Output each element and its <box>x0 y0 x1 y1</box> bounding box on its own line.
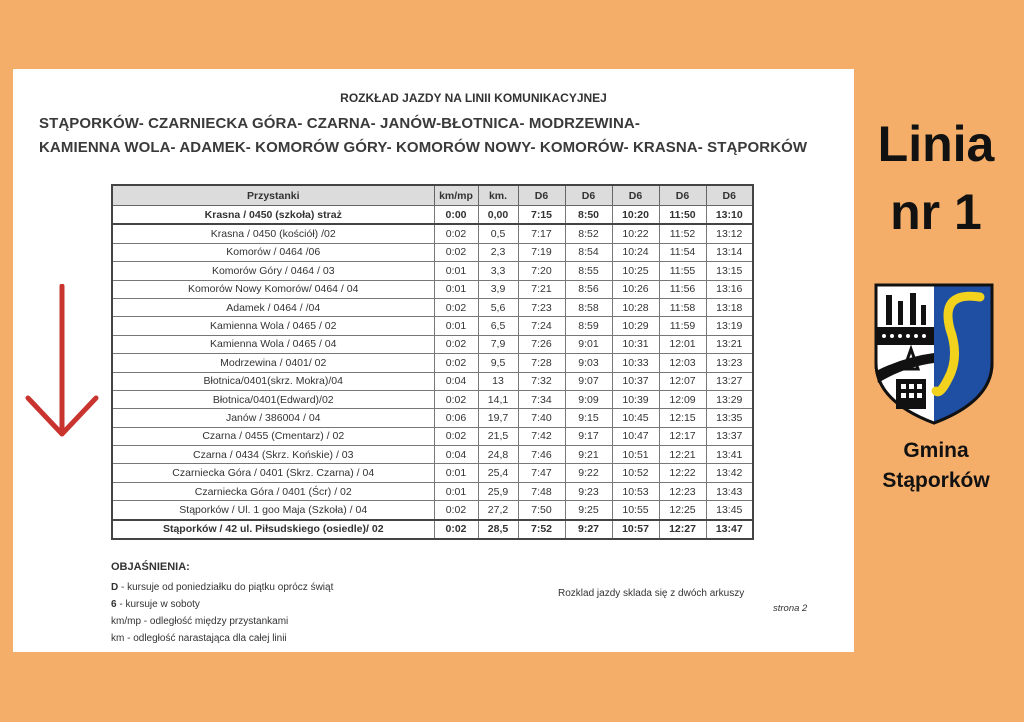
municipality-word: Gmina <box>903 439 969 462</box>
departure-time: 10:37 <box>612 372 659 390</box>
km-total: 5,6 <box>478 298 518 316</box>
departure-time: 7:42 <box>518 427 565 445</box>
table-row <box>112 243 753 261</box>
departure-time: 13:45 <box>706 501 753 520</box>
municipality-label <box>858 436 1014 496</box>
table-row <box>112 317 753 335</box>
departure-time: 12:07 <box>659 372 706 390</box>
departure-time: 8:54 <box>565 243 612 261</box>
stop-name: Janów / 386004 / 04 <box>112 409 434 427</box>
departure-time: 10:24 <box>612 243 659 261</box>
municipality-name: Stąporków <box>882 469 990 492</box>
table-row <box>112 427 753 445</box>
stop-name: Czarniecka Góra / 0401 (Skrz. Czarna) / 04 <box>112 464 434 482</box>
departure-time: 9:23 <box>565 482 612 500</box>
departure-time: 8:52 <box>565 224 612 243</box>
stop-name: Adamek / 0464 / /04 <box>112 298 434 316</box>
table-row <box>112 446 753 464</box>
stop-name: Krasna / 0450 (kościół) /02 <box>112 224 434 243</box>
departure-time: 10:26 <box>612 280 659 298</box>
departure-time: 11:58 <box>659 298 706 316</box>
table-row <box>112 390 753 408</box>
departure-time: 10:57 <box>612 520 659 539</box>
departure-time: 7:52 <box>518 520 565 539</box>
departure-time: 9:15 <box>565 409 612 427</box>
km-mp: 0:01 <box>434 280 478 298</box>
departure-time: 11:55 <box>659 262 706 280</box>
departure-time: 7:20 <box>518 262 565 280</box>
line-word: Linia <box>877 116 995 172</box>
departure-time: 10:51 <box>612 446 659 464</box>
departure-time: 9:25 <box>565 501 612 520</box>
departure-time: 7:34 <box>518 390 565 408</box>
departure-time: 12:17 <box>659 427 706 445</box>
page-number: strona 2 <box>773 603 808 614</box>
km-mp: 0:02 <box>434 298 478 316</box>
km-mp: 0:02 <box>434 427 478 445</box>
legend-item-kmmp: km/mp - odległość między przystankami <box>111 616 289 627</box>
departure-time: 10:52 <box>612 464 659 482</box>
departure-time: 12:21 <box>659 446 706 464</box>
stop-name: Komorów Nowy Komorów/ 0464 / 04 <box>112 280 434 298</box>
departure-time: 10:39 <box>612 390 659 408</box>
km-total: 9,5 <box>478 354 518 372</box>
departure-time: 11:59 <box>659 317 706 335</box>
stop-name: Kamienna Wola / 0465 / 02 <box>112 317 434 335</box>
header-course: D6 <box>659 185 706 206</box>
departure-time: 11:54 <box>659 243 706 261</box>
header-course: D6 <box>612 185 659 206</box>
stop-name: Kamienna Wola / 0465 / 04 <box>112 335 434 353</box>
departure-time: 12:15 <box>659 409 706 427</box>
departure-time: 13:42 <box>706 464 753 482</box>
departure-time: 10:45 <box>612 409 659 427</box>
departure-time: 11:56 <box>659 280 706 298</box>
km-mp: 0:04 <box>434 446 478 464</box>
departure-time: 13:16 <box>706 280 753 298</box>
departure-time: 7:40 <box>518 409 565 427</box>
departure-time: 7:15 <box>518 206 565 225</box>
legend-heading: OBJAŚNIENIA: <box>111 561 190 573</box>
km-total: 14,1 <box>478 390 518 408</box>
departure-time: 12:09 <box>659 390 706 408</box>
departure-time: 7:48 <box>518 482 565 500</box>
km-mp: 0:01 <box>434 317 478 335</box>
stop-name: Czarna / 0455 (Cmentarz) / 02 <box>112 427 434 445</box>
departure-time: 8:50 <box>565 206 612 225</box>
km-mp: 0:02 <box>434 243 478 261</box>
departure-time: 10:47 <box>612 427 659 445</box>
departure-time: 7:46 <box>518 446 565 464</box>
km-mp: 0:00 <box>434 206 478 225</box>
km-mp: 0:01 <box>434 262 478 280</box>
timetable-heading: ROZKŁAD JAZDY NA LINII KOMUNIKACYJNEJ <box>340 91 607 105</box>
km-mp: 0:01 <box>434 482 478 500</box>
km-total: 2,3 <box>478 243 518 261</box>
departure-time: 9:09 <box>565 390 612 408</box>
departure-time: 13:15 <box>706 262 753 280</box>
departure-time: 7:47 <box>518 464 565 482</box>
departure-time: 13:18 <box>706 298 753 316</box>
km-total: 24,8 <box>478 446 518 464</box>
table-row <box>112 335 753 353</box>
departure-time: 8:56 <box>565 280 612 298</box>
departure-time: 13:35 <box>706 409 753 427</box>
sheet-count-note: Rozklad jazdy sklada się z dwóch arkuszy <box>558 588 745 599</box>
km-total: 6,5 <box>478 317 518 335</box>
departure-time: 13:43 <box>706 482 753 500</box>
route-line-2: KAMIENNA WOLA- ADAMEK- KOMORÓW GÓRY- KOMORÓW NOWY- KOMORÓW- KRASNA- STĄPORKÓW <box>39 139 808 156</box>
km-total: 25,4 <box>478 464 518 482</box>
legend-notes <box>111 561 333 650</box>
line-label <box>858 110 1014 246</box>
departure-time: 10:22 <box>612 224 659 243</box>
table-row <box>112 298 753 316</box>
departure-time: 12:03 <box>659 354 706 372</box>
stop-name: Krasna / 0450 (szkoła) straż <box>112 206 434 225</box>
departure-time: 10:29 <box>612 317 659 335</box>
header-km: km. <box>478 185 518 206</box>
km-total: 0,5 <box>478 224 518 243</box>
km-total: 13 <box>478 372 518 390</box>
departure-time: 10:31 <box>612 335 659 353</box>
km-total: 0,00 <box>478 206 518 225</box>
departure-time: 9:07 <box>565 372 612 390</box>
km-total: 25,9 <box>478 482 518 500</box>
down-arrow-icon <box>24 284 100 438</box>
stop-name: Stąporków / Ul. 1 goo Maja (Szkoła) / 04 <box>112 501 434 520</box>
table-row <box>112 372 753 390</box>
table-row <box>112 354 753 372</box>
departure-time: 11:52 <box>659 224 706 243</box>
departure-time: 7:23 <box>518 298 565 316</box>
header-course: D6 <box>518 185 565 206</box>
km-mp: 0:02 <box>434 224 478 243</box>
departure-time: 12:27 <box>659 520 706 539</box>
stop-name: Czarna / 0434 (Skrz. Końskie) / 03 <box>112 446 434 464</box>
table-row <box>112 520 753 539</box>
legend-item-km: km - odległość narastająca dla całej linii <box>111 633 287 644</box>
km-total: 27,2 <box>478 501 518 520</box>
departure-time: 13:12 <box>706 224 753 243</box>
departure-time: 8:59 <box>565 317 612 335</box>
legend-item-6: 6 - kursuje w soboty <box>111 599 200 610</box>
table-row <box>112 280 753 298</box>
table-row <box>112 482 753 500</box>
line-number: nr 1 <box>890 184 982 240</box>
km-mp: 0:02 <box>434 354 478 372</box>
stop-name: Czarniecka Góra / 0401 (Ścr) / 02 <box>112 482 434 500</box>
departure-time: 7:26 <box>518 335 565 353</box>
departure-time: 7:28 <box>518 354 565 372</box>
table-row <box>112 206 753 225</box>
legend-item-d: D - kursuje od poniedziałku do piątku oprócz świąt <box>111 582 334 593</box>
departure-time: 12:01 <box>659 335 706 353</box>
departure-time: 7:17 <box>518 224 565 243</box>
departure-time: 13:47 <box>706 520 753 539</box>
staporkow-coat-of-arms-icon <box>874 283 994 425</box>
km-mp: 0:02 <box>434 335 478 353</box>
header-stops: Przystanki <box>112 185 434 206</box>
header-course: D6 <box>565 185 612 206</box>
departure-time: 13:37 <box>706 427 753 445</box>
departure-time: 8:55 <box>565 262 612 280</box>
departure-time: 13:29 <box>706 390 753 408</box>
km-mp: 0:01 <box>434 464 478 482</box>
departure-time: 10:33 <box>612 354 659 372</box>
km-total: 19,7 <box>478 409 518 427</box>
km-total: 3,3 <box>478 262 518 280</box>
km-total: 7,9 <box>478 335 518 353</box>
stop-name: Komorów / 0464 /06 <box>112 243 434 261</box>
departure-time: 10:20 <box>612 206 659 225</box>
table-row <box>112 464 753 482</box>
timetable-table <box>111 184 754 540</box>
departure-time: 8:58 <box>565 298 612 316</box>
km-mp: 0:02 <box>434 520 478 539</box>
departure-time: 9:21 <box>565 446 612 464</box>
table-row <box>112 224 753 243</box>
departure-time: 13:21 <box>706 335 753 353</box>
timetable-body <box>112 206 753 540</box>
departure-time: 7:32 <box>518 372 565 390</box>
table-row <box>112 501 753 520</box>
stop-name: Modrzewina / 0401/ 02 <box>112 354 434 372</box>
table-row <box>112 409 753 427</box>
departure-time: 10:53 <box>612 482 659 500</box>
header-kmmp: km/mp <box>434 185 478 206</box>
km-total: 28,5 <box>478 520 518 539</box>
table-header-row <box>112 185 753 206</box>
departure-time: 7:19 <box>518 243 565 261</box>
departure-time: 7:50 <box>518 501 565 520</box>
departure-time: 9:22 <box>565 464 612 482</box>
departure-time: 7:21 <box>518 280 565 298</box>
departure-time: 10:55 <box>612 501 659 520</box>
header-course: D6 <box>706 185 753 206</box>
km-mp: 0:02 <box>434 501 478 520</box>
departure-time: 10:28 <box>612 298 659 316</box>
departure-time: 9:17 <box>565 427 612 445</box>
departure-time: 13:10 <box>706 206 753 225</box>
departure-time: 13:23 <box>706 354 753 372</box>
departure-time: 13:27 <box>706 372 753 390</box>
departure-time: 9:03 <box>565 354 612 372</box>
departure-time: 9:01 <box>565 335 612 353</box>
km-mp: 0:02 <box>434 390 478 408</box>
stop-name: Komorów Góry / 0464 / 03 <box>112 262 434 280</box>
departure-time: 12:22 <box>659 464 706 482</box>
departure-time: 7:24 <box>518 317 565 335</box>
stop-name: Błotnica/0401(skrz. Mokra)/04 <box>112 372 434 390</box>
stop-name: Błotnica/0401(Edward)/02 <box>112 390 434 408</box>
departure-time: 12:23 <box>659 482 706 500</box>
table-row <box>112 262 753 280</box>
km-total: 3,9 <box>478 280 518 298</box>
timetable-sheet <box>13 69 854 652</box>
km-mp: 0:04 <box>434 372 478 390</box>
route-line-1: STĄPORKÓW- CZARNIECKA GÓRA- CZARNA- JANÓW-BŁOTNICA- MODRZEWINA- <box>39 115 640 132</box>
departure-time: 11:50 <box>659 206 706 225</box>
departure-time: 9:27 <box>565 520 612 539</box>
departure-time: 13:41 <box>706 446 753 464</box>
departure-time: 13:19 <box>706 317 753 335</box>
departure-time: 13:14 <box>706 243 753 261</box>
km-mp: 0:06 <box>434 409 478 427</box>
departure-time: 10:25 <box>612 262 659 280</box>
km-total: 21,5 <box>478 427 518 445</box>
stop-name: Stąporków / 42 ul. Piłsudskiego (osiedle)/ 02 <box>112 520 434 539</box>
departure-time: 12:25 <box>659 501 706 520</box>
